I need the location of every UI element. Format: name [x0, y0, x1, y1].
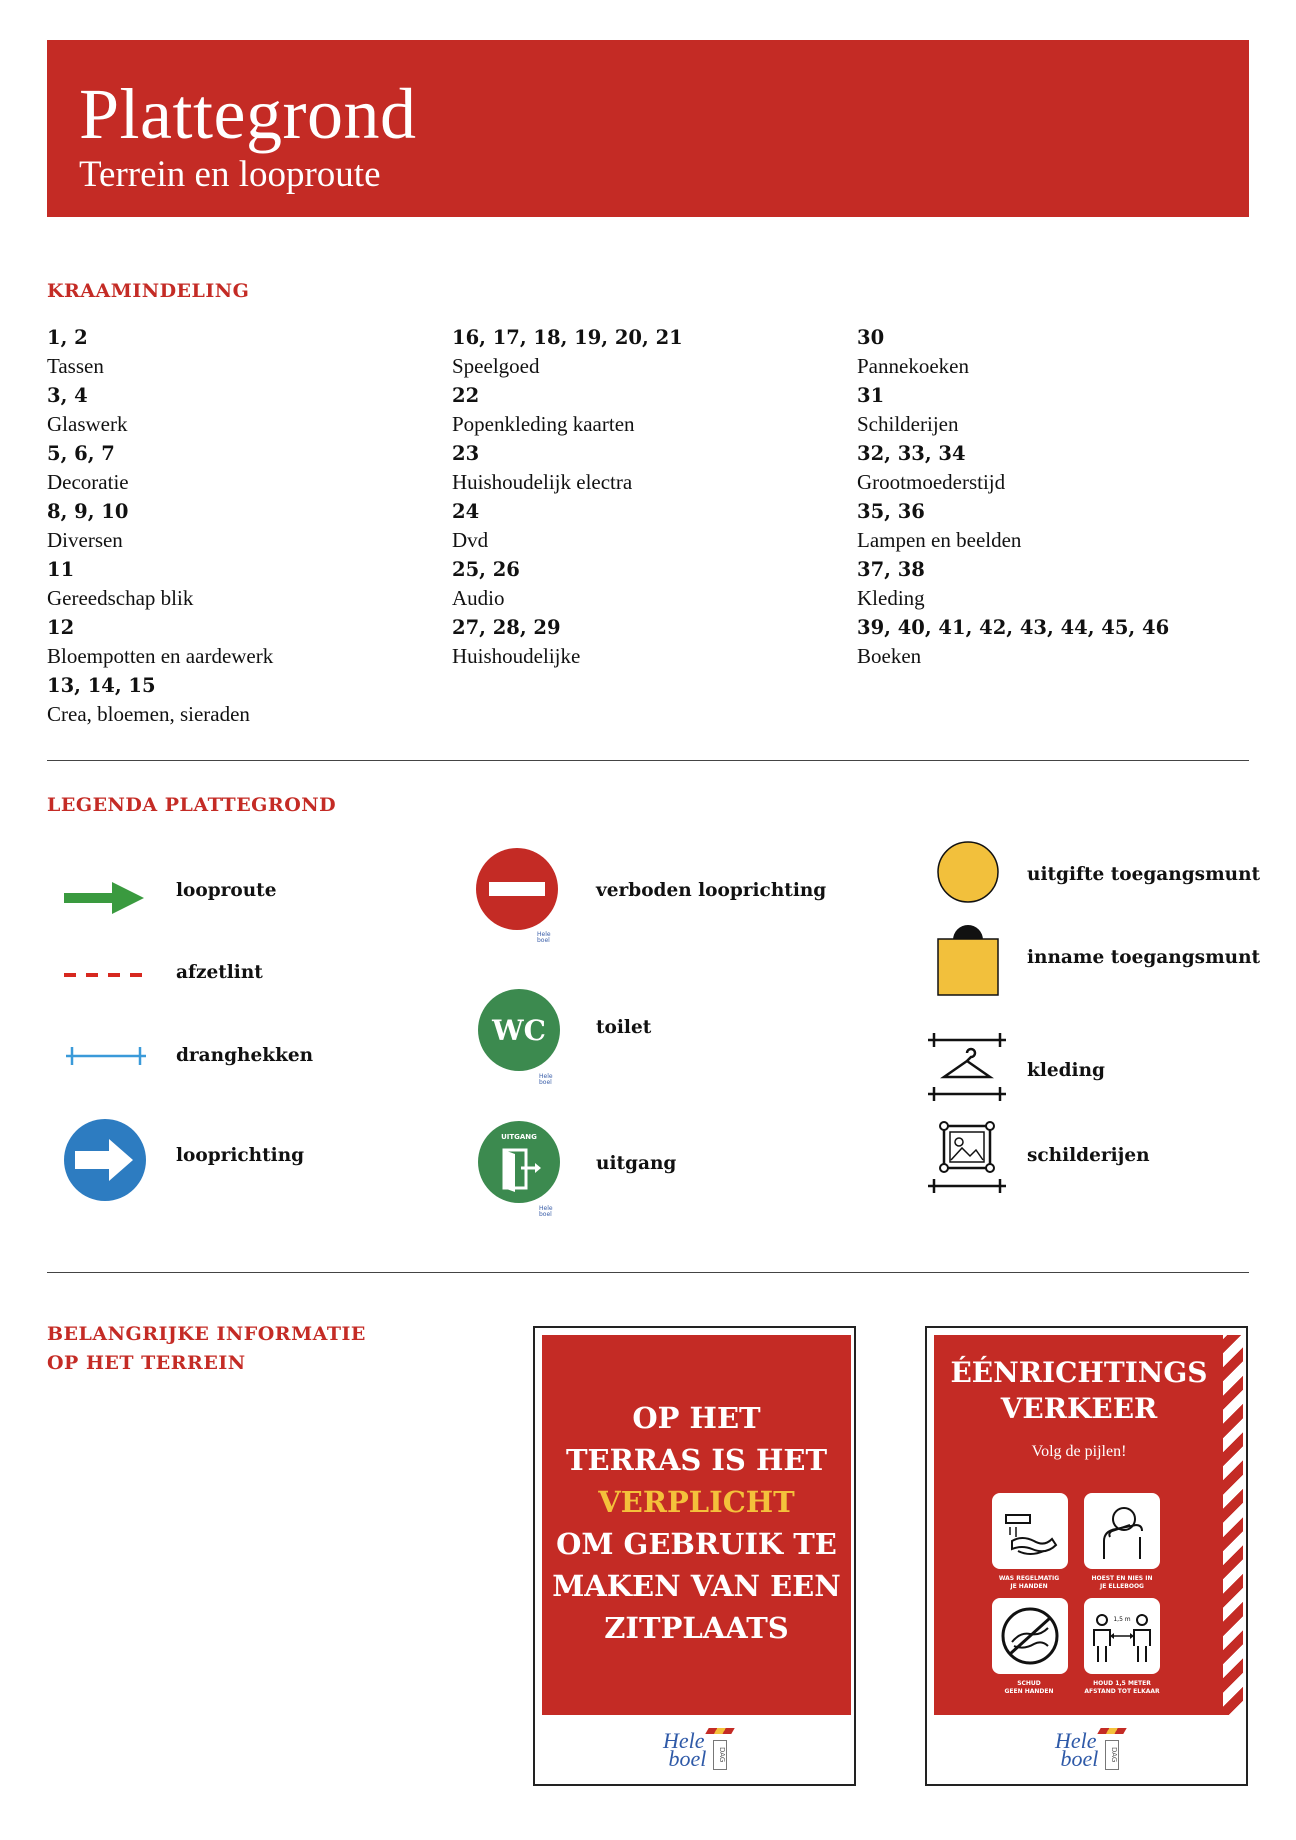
kraam-entry [47, 555, 427, 613]
painting-frame-icon [926, 1120, 1008, 1198]
caption-keep-distance: HOUD 1,5 METER AFSTAND TOT ELKAAR [1084, 1680, 1160, 1695]
fence-line-icon [64, 1044, 148, 1068]
terras-line-3: OM GEBRUIK TE [556, 1527, 837, 1561]
kraam-entry [857, 323, 1237, 381]
kraam-entry [47, 323, 427, 381]
kraam-column-3 [857, 323, 1237, 671]
green-arrow-icon [62, 880, 146, 916]
legend-uitgang-label: uitgang [596, 1153, 677, 1174]
kraam-category: Lampen en beelden [857, 528, 1022, 552]
terras-line-1: OP HET [632, 1401, 761, 1435]
legend-toilet-label: toilet [596, 1017, 652, 1038]
hele-boel-logo [927, 1728, 1246, 1778]
caption-cough-elbow: HOEST EN NIES IN JE ELLEBOOG [1091, 1575, 1153, 1590]
logo-line-1: Hele [663, 1728, 705, 1753]
logo-dag: DAG [713, 1740, 727, 1770]
logo-line-2: boel [668, 1746, 707, 1771]
dashed-line-icon [62, 970, 152, 980]
no-entry-icon [475, 847, 559, 931]
kraam-numbers: 12 [47, 616, 75, 639]
terras-line-5: ZITPLAATS [604, 1611, 789, 1645]
kraam-numbers: 1, 2 [47, 326, 88, 349]
kraam-category: Crea, bloemen, sieraden [47, 702, 250, 726]
kraam-entry [857, 555, 1237, 613]
legend-dranghekken-label: dranghekken [176, 1045, 314, 1066]
hand-washing-icon [992, 1493, 1068, 1569]
logo-dag: DAG [1105, 1740, 1119, 1770]
legend-verboden-label: verboden looprichting [596, 880, 827, 901]
logo-line-2: boel [1060, 1746, 1099, 1771]
legend-schilderijen-label: schilderijen [1027, 1145, 1150, 1166]
kraam-numbers: 24 [452, 500, 480, 523]
kraam-entry [857, 613, 1237, 671]
kraam-category: Grootmoederstijd [857, 470, 1006, 494]
legenda-title: LEGENDA PLATTEGROND [47, 794, 337, 816]
info-title-line2: OP HET TERREIN [47, 1352, 246, 1374]
kraam-numbers: 16, 17, 18, 19, 20, 21 [452, 326, 683, 349]
logo-line-1: Hele [1055, 1728, 1097, 1753]
kraam-numbers: 23 [452, 442, 480, 465]
kraam-numbers: 32, 33, 34 [857, 442, 966, 465]
distance-label: 1,5 m [1113, 1616, 1131, 1623]
kraam-category: Diversen [47, 528, 123, 552]
no-handshake-icon [992, 1598, 1068, 1674]
warning-stripes [1223, 1335, 1243, 1715]
kraam-numbers: 25, 26 [452, 558, 520, 581]
hele-boel-watermark-icon: Hele boel [539, 1205, 553, 1218]
eenrichtings-poster-panel [934, 1335, 1243, 1715]
hele-boel-watermark-icon: Hele boel [539, 1073, 553, 1086]
kraam-numbers: 13, 14, 15 [47, 674, 156, 697]
kraam-numbers: 27, 28, 29 [452, 616, 561, 639]
kraam-entry [47, 439, 427, 497]
caption-no-handshake: SCHUD GEEN HANDEN [1004, 1680, 1054, 1695]
kraam-category: Pannekoeken [857, 354, 969, 378]
kraam-category: Kleding [857, 586, 925, 610]
eenrichtings-title-line-1: ÉÉNRICHTINGS [950, 1356, 1208, 1389]
kraam-entry [47, 613, 427, 671]
kraam-entry [47, 497, 427, 555]
kraam-entry [47, 381, 427, 439]
eenrichtings-subtitle: Volg de pijlen! [1031, 1443, 1127, 1460]
eenrichtings-title-line-2: VERKEER [1000, 1392, 1158, 1425]
kraam-category: Audio [452, 586, 505, 610]
logo-flag-icon [1097, 1728, 1126, 1734]
kraam-numbers: 3, 4 [47, 384, 88, 407]
kraam-numbers: 8, 9, 10 [47, 500, 129, 523]
page-subtitle: Terrein en looproute [79, 154, 381, 195]
caption-wash-hands: WAS REGELMATIG JE HANDEN [998, 1575, 1060, 1590]
terras-poster [533, 1326, 856, 1786]
kraam-entry [857, 497, 1237, 555]
kraam-numbers: 39, 40, 41, 42, 43, 44, 45, 46 [857, 616, 1170, 639]
legend-looprichting-label: looprichting [176, 1145, 305, 1166]
kraam-column-1 [47, 323, 427, 729]
kraam-numbers: 31 [857, 384, 885, 407]
kraam-entry [452, 323, 832, 381]
kraam-category: Tassen [47, 354, 104, 378]
kraam-entry [452, 439, 832, 497]
legend-uitgifte-label: uitgifte toegangsmunt [1027, 864, 1261, 885]
kraam-entry [452, 613, 832, 671]
cough-elbow-icon [1084, 1493, 1160, 1569]
kraam-numbers: 35, 36 [857, 500, 925, 523]
kraam-category: Huishoudelijk electra [452, 470, 633, 494]
kraam-category: Boeken [857, 644, 922, 668]
kraam-category: Decoratie [47, 470, 129, 494]
terras-highlight: VERPLICHT [598, 1485, 795, 1519]
kraam-entry [452, 555, 832, 613]
kraam-numbers: 5, 6, 7 [47, 442, 115, 465]
kraam-entry [452, 497, 832, 555]
token-issue-icon [936, 840, 1000, 904]
kraamindeling-title: KRAAMINDELING [47, 280, 250, 302]
legend-inname-label: inname toegangsmunt [1027, 947, 1261, 968]
terras-line-2: TERRAS IS HET [565, 1443, 828, 1477]
terras-poster-panel [542, 1335, 851, 1715]
kraam-numbers: 11 [47, 558, 75, 581]
token-return-icon [936, 924, 1000, 996]
legend-afzetlint-label: afzetlint [176, 962, 263, 983]
page-header [47, 40, 1249, 217]
kraam-column-2 [452, 323, 832, 671]
direction-arrow-icon [63, 1118, 147, 1202]
hele-boel-watermark-icon: Hele boel [537, 931, 551, 944]
kraam-entry [857, 439, 1237, 497]
kraam-category: Dvd [452, 528, 489, 552]
legend-kleding-label: kleding [1027, 1060, 1105, 1081]
divider [47, 1272, 1249, 1273]
wc-sign-text: WC [492, 1014, 546, 1047]
eenrichtings-title [934, 1355, 1224, 1427]
kraam-category: Popenkleding kaarten [452, 412, 635, 436]
kraam-category: Schilderijen [857, 412, 959, 436]
kraam-category: Speelgoed [452, 354, 540, 378]
hele-boel-logo [535, 1728, 854, 1778]
kraam-entry [452, 381, 832, 439]
legend-looproute-label: looproute [176, 880, 277, 901]
logo-flag-icon [705, 1728, 734, 1734]
kraam-category: Gereedschap blik [47, 586, 194, 610]
exit-sign-text: UITGANG [501, 1133, 537, 1141]
kraam-entry [857, 381, 1237, 439]
kraam-category: Bloempotten en aardewerk [47, 644, 274, 668]
kraam-numbers: 37, 38 [857, 558, 925, 581]
info-title-line1: BELANGRIJKE INFORMATIE [47, 1323, 366, 1345]
kraam-numbers: 22 [452, 384, 480, 407]
eenrichtings-poster [925, 1326, 1248, 1786]
clothes-hanger-icon [926, 1033, 1008, 1105]
divider [47, 760, 1249, 761]
kraam-category: Huishoudelijke [452, 644, 581, 668]
page-title: Plattegrond [79, 74, 417, 154]
kraam-entry [47, 671, 427, 729]
keep-distance-icon [1084, 1598, 1160, 1674]
terras-line-4: MAKEN VAN EEN [552, 1569, 841, 1603]
kraam-category: Glaswerk [47, 412, 128, 436]
kraam-numbers: 30 [857, 326, 885, 349]
terras-poster-text [542, 1397, 851, 1649]
